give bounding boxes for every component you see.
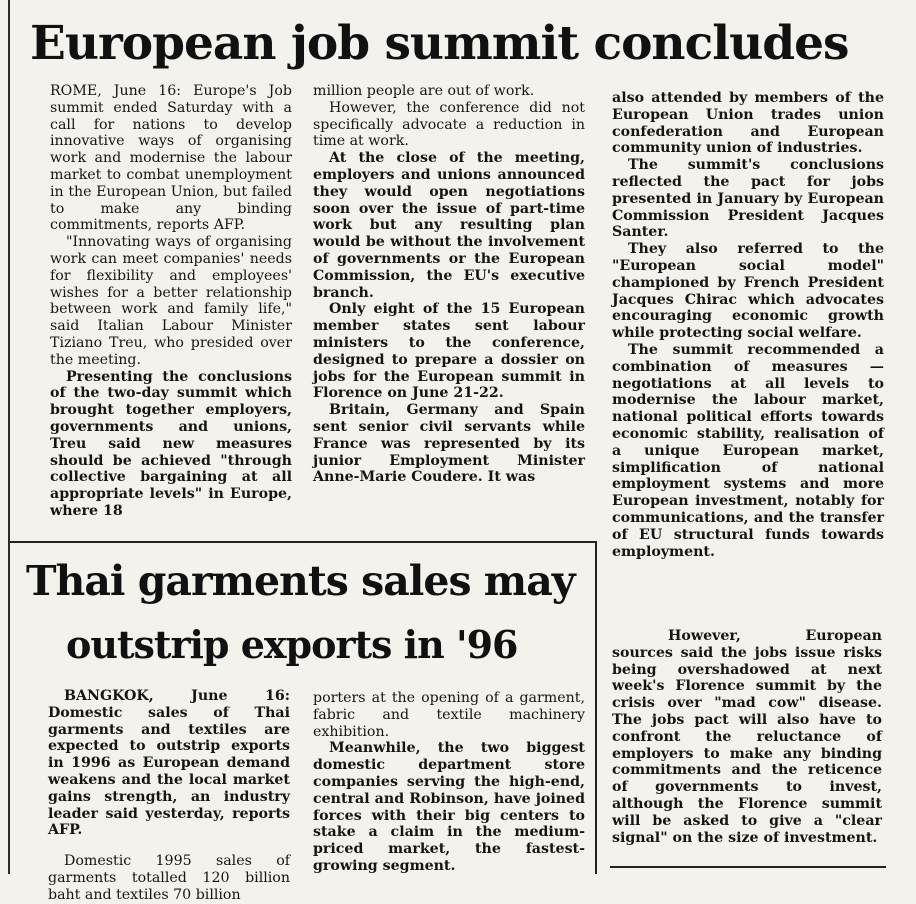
article-divider-rule [10,541,596,543]
paragraph: million people are out of work. [313,83,535,99]
paragraph: The summit's conclusions reflected the pact for jobs presented in January by European Commission President Jacques Santer. [612,157,884,241]
paragraph: However, European sources said the jobs issue risks being overshadowed at next week's Florence summit by the crisis over "mad cow" disease. The jobs pact will also have to confront the reluctance of employers to make any binding commitments and the reticence of governments to invest, although the Florence summit will be asked to give a "clear signal" on the size of investment. [612,628,882,846]
article2-column-1 [48,688,290,903]
paragraph: "Innovating ways of organising work can meet companies' needs for flexibility and employees' wishes for a better relationship between work and family life," said Italian Labour Minister Tiziano Treu, who presided over the meeting. [50,234,292,368]
paragraph: However, the conference did not specifically advocate a reduction in time at work. [313,99,585,150]
article1-column-3 [612,90,884,615]
bottom-rule [610,866,886,868]
left-border-rule [8,0,10,874]
column-divider-rule [595,541,597,874]
headline-thai-garments-line2: outstrip exports in '96 [66,622,518,667]
article1-column-4 [612,628,882,868]
paragraph: porters at the opening of a garment, fabric and textile machinery exhibition. [313,690,585,740]
paragraph: Britain, Germany and Spain sent senior civil servants while France was represented by its junior Employment Minister Anne-Marie Coudere. It was [313,402,585,486]
paragraph: ROME, June 16: Europe's Job summit ended Saturday with a call for nations to develop innovative ways of organising work and modernise the labour market to combat unemployment in the European Union, but failed to make any binding commitments, reports AFP. [50,83,292,234]
article1-column-1 [50,83,292,523]
paragraph: At the close of the meeting, employers and unions announced they would open negotiations soon over the issue of part-time work but any resulting plan would be without the involvement of governments or the European Commission, the EU's executive branch. [313,150,585,301]
paragraph: Domestic 1995 sales of garments totalled 120 billion baht and textiles 70 billion [48,853,290,903]
paragraph: The summit recommended a combination of measures — negotiations at all levels to modernise the labour market, national political efforts towards economic stability, realisation of a unique European market, simplification of national employment systems and more European investment, notably for communications, and the transfer of EU structural funds towards employment. [612,341,884,560]
paragraph: BANGKOK, June 16: Domestic sales of Thai garments and textiles are expected to outstrip exports in 1996 as European demand weakens and the local market gains strength, an industry leader said yesterday, reports AFP. [48,688,290,839]
headline-european-job-summit: European job summit concludes [30,16,849,71]
headline-thai-garments-line1: Thai garments sales may [26,557,575,605]
paragraph: Presenting the conclusions of the two-day summit which brought together employers, governments and unions, Treu said new measures should be achieved "through collective bargaining at all appropriate levels" in Europe, where 18 [50,368,292,519]
paragraph: Meanwhile, the two biggest domestic department store companies serving the high-end, central and Robinson, have joined forces with their big centers to stake a claim in the medium-priced market, the fastest-growing segment. [313,740,585,874]
article2-column-2 [313,690,585,880]
article1-column-2 [313,83,585,523]
paragraph: They also referred to the "European social model" championed by French President Jacques Chirac which advocates encouraging economic growth while protecting social welfare. [612,241,884,342]
paragraph: Only eight of the 15 European member states sent labour ministers to the conference, designed to prepare a dossier on jobs for the European summit in Florence on June 21-22. [313,301,585,402]
paragraph: also attended by members of the European Union trades union confederation and European community union of industries. [612,90,884,157]
